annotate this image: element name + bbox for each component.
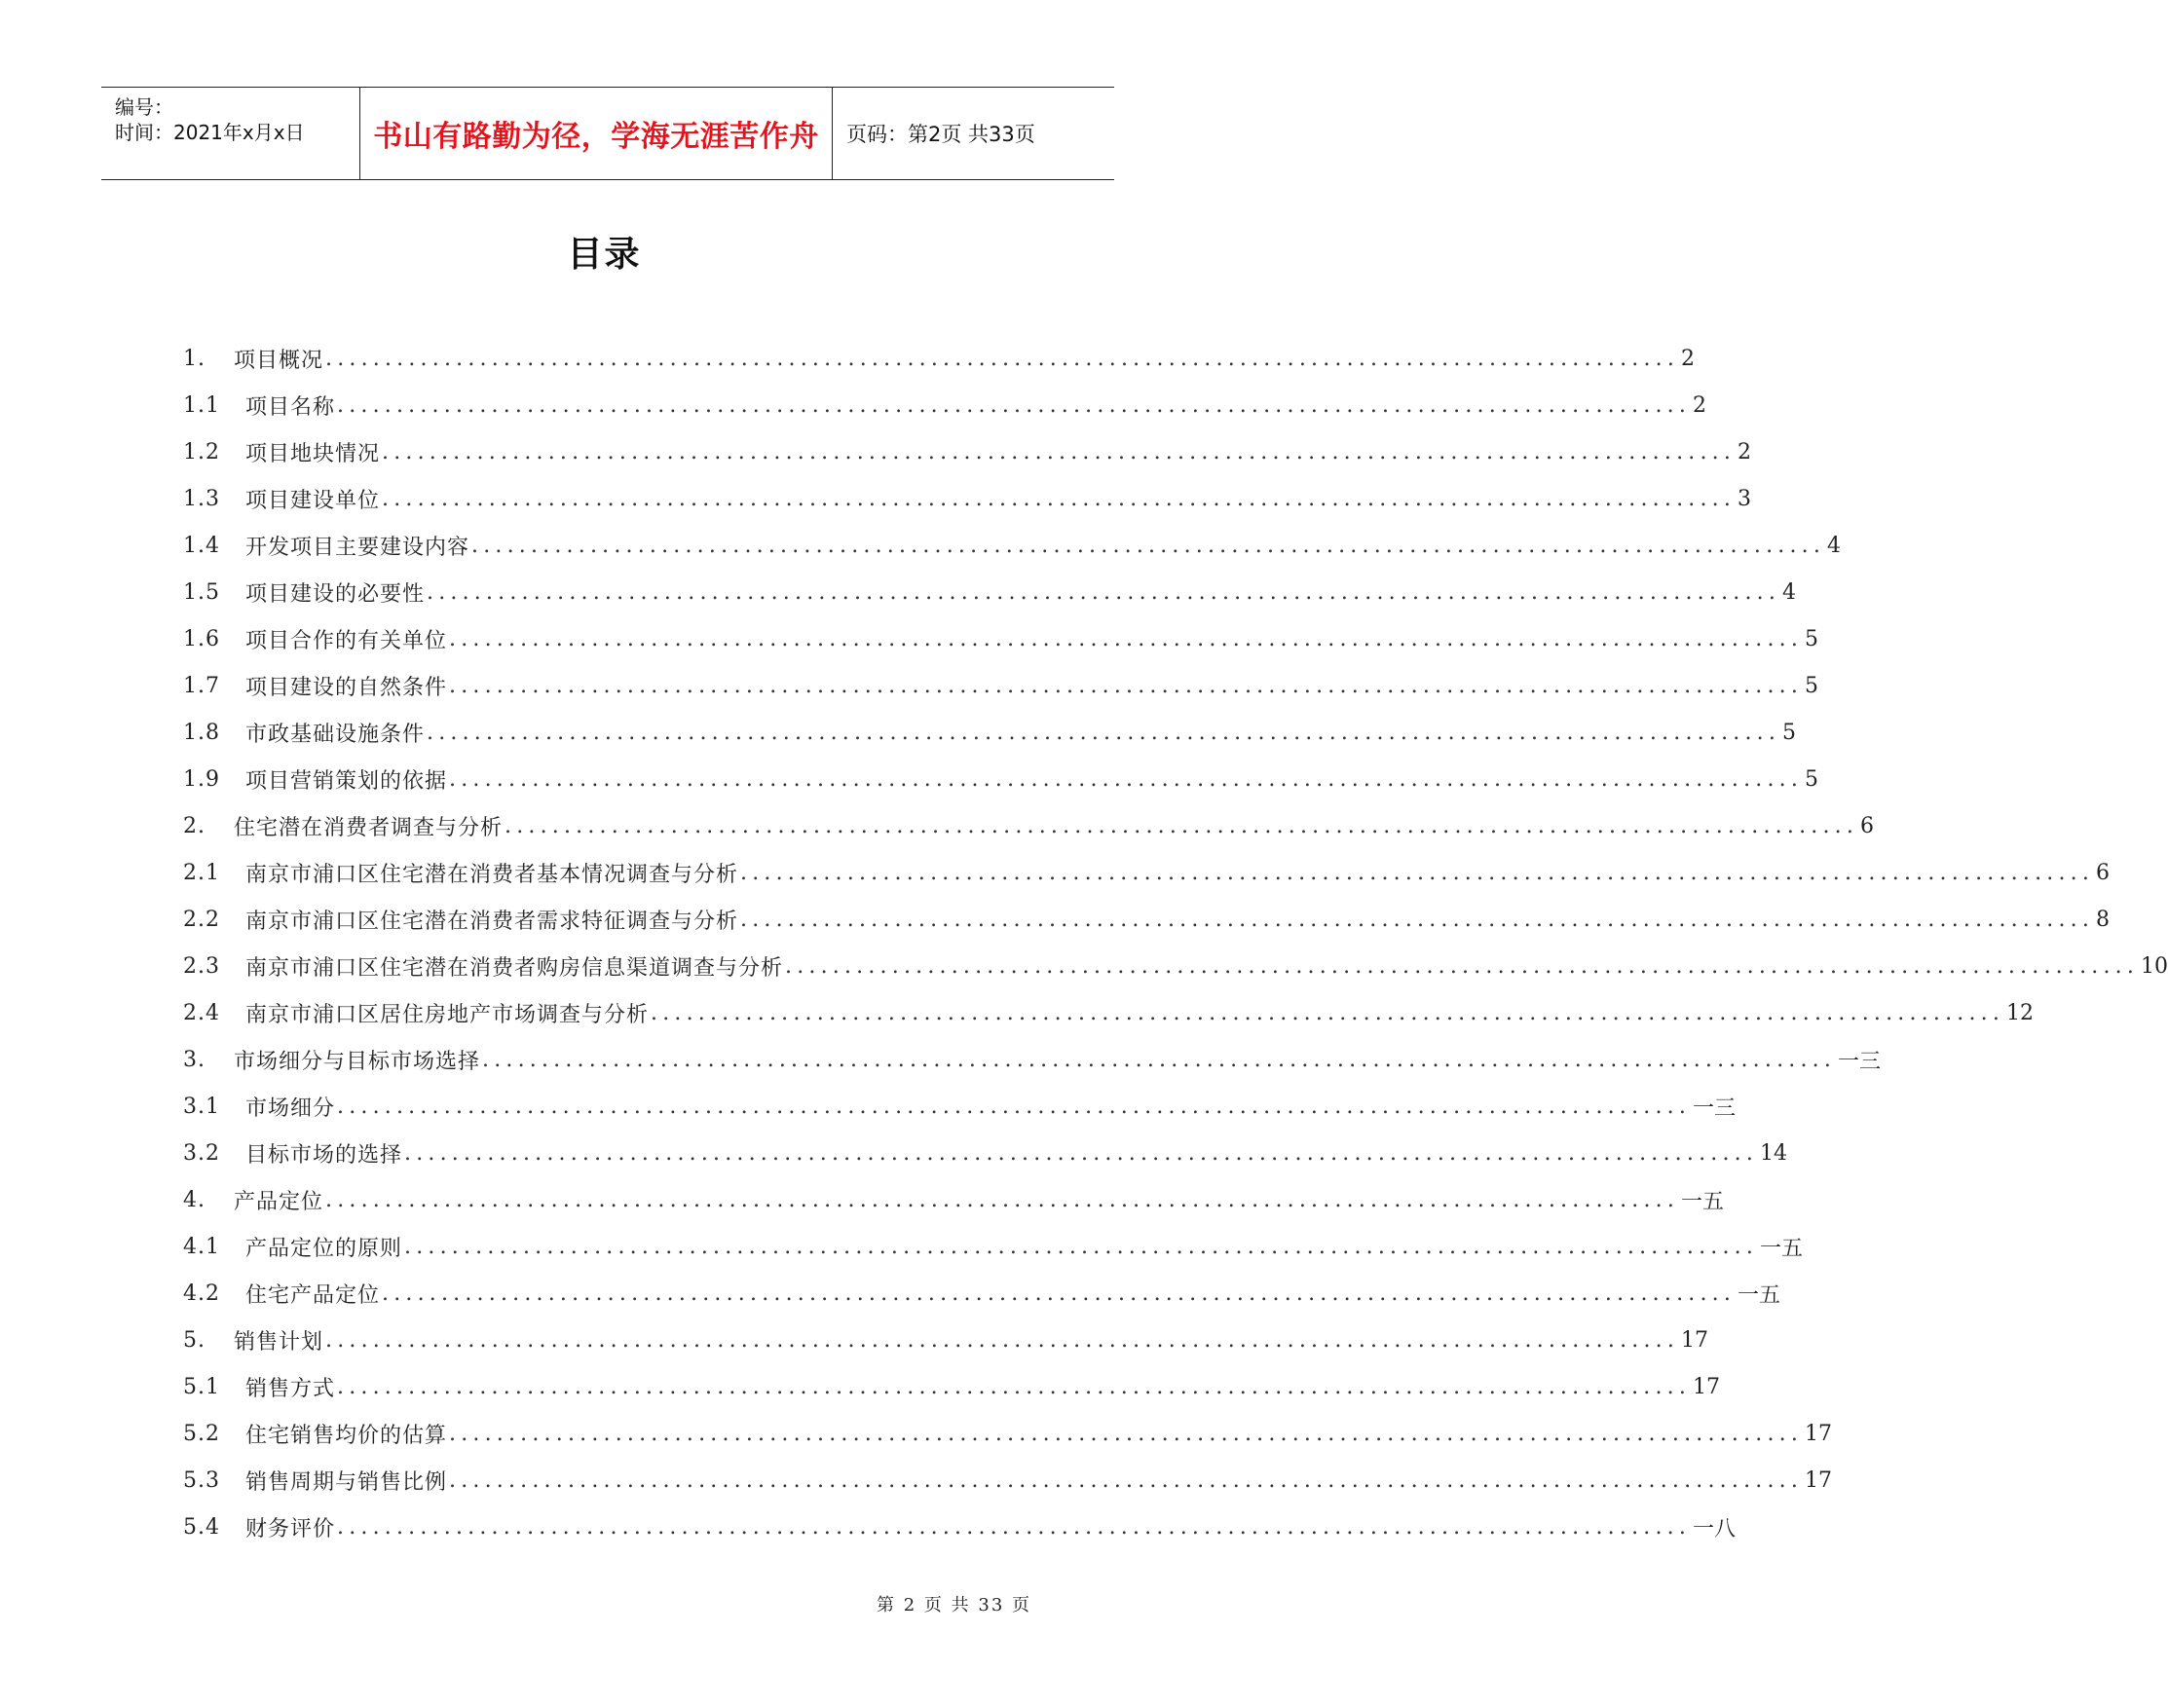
toc-entry-page: 2	[1738, 439, 1752, 464]
toc-entry-title: 项目名称	[245, 394, 336, 420]
toc-entry-title: 南京市浦口区住宅潜在消费者需求特征调查与分析	[245, 909, 739, 934]
toc-entry[interactable]	[183, 989, 2035, 1036]
toc-entry-page: 4	[1782, 579, 1797, 605]
toc-entry-number: 5.3	[183, 1467, 220, 1493]
toc-entry[interactable]	[183, 1410, 1833, 1457]
toc-entry-number: 5.4	[183, 1514, 220, 1540]
toc-entry-number: 3.1	[183, 1094, 220, 1119]
toc-entry-title: 销售计划	[234, 1329, 324, 1355]
toc-entry-number: 1.6	[183, 626, 220, 651]
toc-entry-page: 12	[2006, 1000, 2035, 1025]
toc-dot-leader: ..................................................................................................................	[740, 907, 2095, 932]
toc-entry[interactable]	[183, 335, 1696, 382]
toc-entry-page: 5	[1782, 720, 1797, 745]
toc-entry-page: 10	[2141, 953, 2168, 979]
toc-entry[interactable]	[183, 1363, 1721, 1410]
toc-entry[interactable]	[183, 569, 1797, 615]
toc-entry-title: 财务评价	[245, 1516, 336, 1541]
toc-dot-leader: ..................................................................................................................	[337, 392, 1692, 418]
toc-entry[interactable]	[183, 1270, 1781, 1317]
toc-entry-title: 项目建设单位	[245, 488, 381, 513]
toc-entry[interactable]	[183, 1504, 1737, 1550]
toc-entry-page: 一五	[1738, 1282, 1781, 1308]
toc-dot-leader: ..................................................................................................................	[449, 766, 1804, 792]
toc-entry-page: 一八	[1693, 1516, 1737, 1541]
toc-entry-title: 项目概况	[234, 348, 324, 373]
toc-entry-title: 市政基础设施条件	[245, 722, 426, 747]
toc-entry-title: 住宅销售均价的估算	[245, 1423, 448, 1448]
header-page-info: 页码：第2页 共33页	[846, 123, 1035, 146]
toc-dot-leader: ..................................................................................................................	[651, 1000, 2005, 1025]
header-motto: 书山有路勤为径，学海无涯苦作舟	[360, 88, 833, 179]
toc-entry-page: 一五	[1760, 1236, 1804, 1261]
toc-entry-number: 4.	[183, 1187, 206, 1212]
toc-entry-title: 南京市浦口区住宅潜在消费者基本情况调查与分析	[245, 862, 739, 887]
toc-entry-page: 17	[1805, 1421, 1833, 1446]
toc-entry-number: 2.2	[183, 907, 220, 932]
toc-entry-page: 17	[1681, 1327, 1709, 1353]
toc-entry-title: 项目建设的必要性	[245, 581, 426, 607]
toc-dot-leader: ..................................................................................................................	[325, 346, 1680, 371]
toc-entry-number: 1.4	[183, 533, 220, 558]
toc-entry-title: 南京市浦口区居住房地产市场调查与分析	[245, 1002, 650, 1027]
toc-entry-title: 住宅产品定位	[245, 1282, 381, 1308]
toc-entry[interactable]	[183, 428, 1752, 475]
toc-entry[interactable]	[183, 709, 1797, 756]
document-time-label: 时间：2021年x月x日	[115, 121, 305, 144]
toc-entry[interactable]	[183, 802, 1875, 849]
toc-entry-number: 2.3	[183, 953, 220, 979]
toc-entry-number: 2.	[183, 813, 206, 838]
toc-entry[interactable]	[183, 615, 1819, 662]
toc-entry[interactable]	[183, 849, 2111, 896]
toc-entry-page: 6	[2096, 860, 2111, 885]
toc-entry-number: 1.	[183, 346, 206, 371]
toc-entry-number: 1.1	[183, 392, 220, 418]
toc-dot-leader: ..................................................................................................................	[449, 673, 1804, 698]
toc-entry-number: 2.1	[183, 860, 220, 885]
toc-entry-number: 1.2	[183, 439, 220, 464]
toc-dot-leader: ..................................................................................................................	[337, 1374, 1692, 1399]
toc-entry-number: 4.1	[183, 1234, 220, 1259]
toc-entry-page: 一五	[1681, 1189, 1725, 1214]
toc-entry-number: 1.8	[183, 720, 220, 745]
toc-entry-page: 6	[1860, 813, 1875, 838]
toc-dot-leader: ..................................................................................................................	[449, 626, 1804, 651]
toc-entry-number: 4.2	[183, 1281, 220, 1306]
toc-dot-leader: ..................................................................................................................	[404, 1140, 1759, 1166]
toc-entry-number: 1.7	[183, 673, 220, 698]
toc-dot-leader: ..................................................................................................................	[471, 533, 1826, 558]
toc-entry-page: 14	[1760, 1140, 1788, 1166]
toc-dot-leader: ..................................................................................................................	[505, 813, 1859, 838]
toc-entry[interactable]	[183, 756, 1819, 802]
toc-entry-number: 1.5	[183, 579, 220, 605]
toc-entry[interactable]	[183, 1223, 1804, 1270]
toc-entry-title: 目标市场的选择	[245, 1142, 403, 1168]
toc-entry[interactable]	[183, 475, 1752, 522]
toc-entry-title: 南京市浦口区住宅潜在消费者购房信息渠道调查与分析	[245, 955, 784, 981]
toc-dot-leader: ..................................................................................................................	[740, 860, 2095, 885]
toc-dot-leader: ..................................................................................................................	[449, 1467, 1804, 1493]
toc-dot-leader: ..................................................................................................................	[785, 953, 2140, 979]
toc-dot-leader: ..................................................................................................................	[337, 1514, 1692, 1540]
table-of-contents	[183, 335, 2168, 1550]
toc-entry-page: 5	[1805, 673, 1819, 698]
toc-entry-number: 5.1	[183, 1374, 220, 1399]
toc-entry-title: 市场细分	[245, 1095, 336, 1121]
toc-entry-title: 开发项目主要建设内容	[245, 535, 470, 560]
toc-dot-leader: ..................................................................................................................	[325, 1327, 1680, 1353]
page-header	[101, 87, 1114, 180]
toc-entry-page: 8	[2096, 907, 2111, 932]
toc-entry[interactable]	[183, 943, 2168, 989]
page-footer: 第 2 页 共 33 页	[877, 1595, 1031, 1615]
toc-entry-number: 2.4	[183, 1000, 220, 1025]
toc-entry-page: 2	[1693, 392, 1707, 418]
toc-entry-title: 销售周期与销售比例	[245, 1469, 448, 1495]
toc-dot-leader: ..................................................................................................................	[449, 1421, 1804, 1446]
toc-entry[interactable]	[183, 382, 1707, 428]
toc-entry-page: 5	[1805, 766, 1819, 792]
toc-entry[interactable]	[183, 662, 1819, 709]
document-number-label: 编号：	[115, 95, 173, 119]
toc-entry[interactable]	[183, 1130, 1788, 1176]
toc-entry[interactable]	[183, 1176, 1725, 1223]
toc-entry-title: 产品定位	[234, 1189, 324, 1214]
toc-dot-leader: ..................................................................................................................	[404, 1234, 1759, 1259]
toc-entry-number: 1.3	[183, 486, 220, 511]
header-meta-cell	[101, 88, 360, 179]
toc-entry-number: 1.9	[183, 766, 220, 792]
toc-entry-page: 一三	[1838, 1049, 1882, 1074]
toc-entry-title: 住宅潜在消费者调查与分析	[234, 815, 504, 840]
toc-entry-title: 项目营销策划的依据	[245, 768, 448, 794]
toc-entry[interactable]	[183, 1457, 1833, 1504]
toc-entry[interactable]	[183, 1317, 1709, 1363]
toc-entry-title: 项目建设的自然条件	[245, 675, 448, 700]
toc-entry[interactable]	[183, 1036, 1882, 1083]
toc-dot-leader: ..................................................................................................................	[382, 1281, 1737, 1306]
toc-entry-title: 项目合作的有关单位	[245, 628, 448, 653]
toc-dot-leader: ..................................................................................................................	[427, 579, 1781, 605]
toc-entry-title: 产品定位的原则	[245, 1236, 403, 1261]
toc-entry-page: 17	[1805, 1467, 1833, 1493]
toc-entry-number: 3.2	[183, 1140, 220, 1166]
toc-entry-page: 2	[1681, 346, 1696, 371]
toc-entry-page: 4	[1827, 533, 1842, 558]
toc-dot-leader: ..................................................................................................................	[337, 1094, 1692, 1119]
toc-entry-page: 一三	[1693, 1095, 1737, 1121]
toc-entry-number: 5.	[183, 1327, 206, 1353]
toc-dot-leader: ..................................................................................................................	[382, 439, 1737, 464]
toc-entry-number: 5.2	[183, 1421, 220, 1446]
toc-dot-leader: ..................................................................................................................	[482, 1047, 1837, 1072]
toc-entry[interactable]	[183, 1083, 1737, 1130]
toc-entry[interactable]	[183, 896, 2111, 943]
toc-dot-leader: ..................................................................................................................	[382, 486, 1737, 511]
toc-entry-title: 销售方式	[245, 1376, 336, 1401]
toc-entry-page: 3	[1738, 486, 1752, 511]
toc-entry-title: 市场细分与目标市场选择	[234, 1049, 481, 1074]
toc-entry-title: 项目地块情况	[245, 441, 381, 466]
toc-entry-page: 17	[1693, 1374, 1721, 1399]
toc-title: 目录	[567, 235, 642, 275]
toc-dot-leader: ..................................................................................................................	[427, 720, 1781, 745]
toc-entry[interactable]	[183, 522, 1842, 569]
toc-entry-number: 3.	[183, 1047, 206, 1072]
toc-entry-page: 5	[1805, 626, 1819, 651]
toc-dot-leader: ..................................................................................................................	[325, 1187, 1680, 1212]
